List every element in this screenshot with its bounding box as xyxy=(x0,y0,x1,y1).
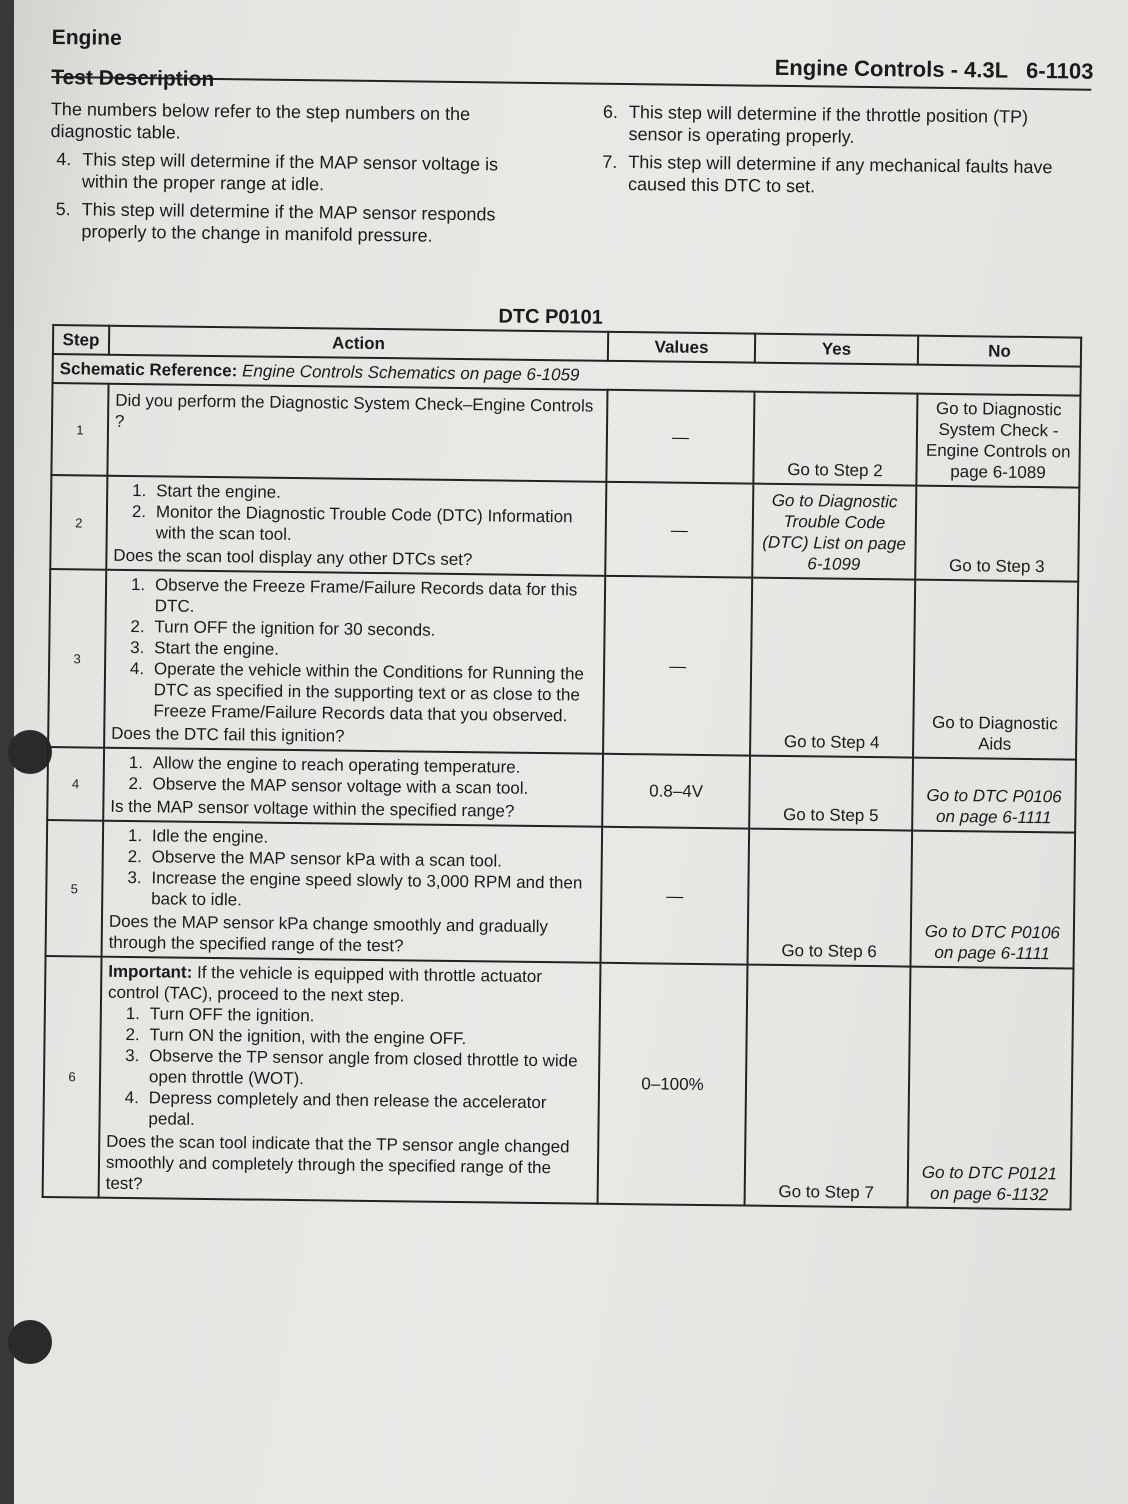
yes-cell: Go to Diagnostic Trouble Code (DTC) List on page 6-1099 xyxy=(752,484,916,580)
list-item: 2. Monitor the Diagnostic Trouble Code (DTC) Information with the scan tool. xyxy=(131,502,573,544)
list-item: 7. This step will determine if any mechanical faults have caused this DTC to set. xyxy=(602,151,1053,197)
yes-cell: Go to Step 2 xyxy=(753,392,917,486)
action-steps xyxy=(110,752,596,800)
step-number: 4 xyxy=(47,747,104,821)
action-steps xyxy=(114,480,600,549)
list-item: 3. Increase the engine speed slowly to 3,000 RPM and then back to idle. xyxy=(127,867,583,910)
list-item: 2. Turn OFF the ignition for 30 seconds. xyxy=(130,617,436,640)
list-item: 5. This step will determine if the MAP sensor responds properly to the change in manifold pressure. xyxy=(55,199,496,246)
column-header-action: Action xyxy=(109,326,608,361)
column-header-no: No xyxy=(918,336,1081,367)
step-number: 5 xyxy=(46,820,104,957)
page-header xyxy=(757,55,1094,85)
values-cell: — xyxy=(603,576,752,756)
values-cell: 0–100% xyxy=(598,963,748,1206)
list-item: 1. Idle the engine. xyxy=(127,825,269,847)
yes-cell: Go to Step 5 xyxy=(749,756,913,831)
important-note: Important: If the vehicle is equipped with throttle actuator control (TAC), proceed to the next step. xyxy=(107,961,543,1006)
schematic-reference: Schematic Reference: Engine Controls Schematics on page 6-1059 xyxy=(53,354,1081,396)
table-row xyxy=(51,383,1080,488)
table-title: DTC P0101 xyxy=(498,305,604,329)
step-number: 2 xyxy=(50,475,107,570)
column-header-yes: Yes xyxy=(755,334,918,365)
list-item: 1. Start the engine. xyxy=(132,481,282,502)
yes-cell: Go to Step 6 xyxy=(747,829,912,967)
action-steps xyxy=(111,574,598,727)
action-steps xyxy=(109,825,595,915)
list-item: 2. Observe the MAP sensor kPa with a scan tool. xyxy=(127,846,503,871)
list-item: 4. Depress completely and then release the accelerator pedal. xyxy=(124,1087,547,1129)
page-number: 6-1103 xyxy=(1025,57,1094,84)
values-cell: — xyxy=(605,482,753,578)
action-question: Does the scan tool indicate that the TP sensor angle changed smoothly and completely through the specified range of the test? xyxy=(105,1131,570,1194)
step-number: 3 xyxy=(48,569,106,748)
no-cell: Go to DTC P0106 on page 6-1111 xyxy=(910,831,1075,969)
no-cell: Go to DTC P0121 on page 6-1132 xyxy=(907,967,1073,1210)
column-header-values: Values xyxy=(608,332,755,363)
values-cell: 0.8–4V xyxy=(602,754,750,829)
table-row xyxy=(50,475,1079,582)
list-item: 1. Turn OFF the ignition. xyxy=(125,1003,315,1026)
action-cell xyxy=(107,384,607,482)
table-row xyxy=(43,956,1074,1210)
list-item: 4. This step will determine if the MAP sensor voltage is within the proper range at idle. xyxy=(56,149,499,195)
yes-cell: Go to Step 7 xyxy=(744,965,910,1208)
test-description-list-left xyxy=(55,148,536,254)
binder-hole xyxy=(8,1320,52,1364)
action-question: Is the MAP sensor voltage within the specified range? xyxy=(110,796,515,821)
test-description-list-right xyxy=(602,101,1083,207)
action-cell xyxy=(99,957,601,1204)
table-row xyxy=(46,820,1076,969)
no-cell: Go to Diagnostic System Check - Engine Controls on page 6-1089 xyxy=(916,394,1080,488)
subsection-title: Engine Controls - 4.3L xyxy=(774,54,1009,83)
values-cell: — xyxy=(601,827,750,965)
list-item: 1. Allow the engine to reach operating temperature. xyxy=(128,752,521,777)
page-content xyxy=(50,18,1102,1205)
list-item: 1. Observe the Freeze Frame/Failure Records data for this DTC. xyxy=(130,575,578,616)
action-question: Did you perform the Diagnostic System Check–Engine Controls ? xyxy=(114,390,594,431)
table-row xyxy=(47,747,1076,833)
action-cell xyxy=(101,821,602,963)
list-item: 3. Observe the TP sensor angle from closed throttle to wide open throttle (WOT). xyxy=(125,1045,578,1089)
list-item: 2. Observe the MAP sensor voltage with a scan tool. xyxy=(128,773,529,798)
section-title: Engine xyxy=(51,25,122,50)
list-item: 4. Operate the vehicle within the Conditions for Running the DTC as specified in the supporting text or as close to the Freeze Frame/Failure Records data that you observed. xyxy=(129,659,585,726)
list-item: 6. This step will determine if the throttle position (TP) sensor is operating properly. xyxy=(602,101,1029,147)
column-header-step: Step xyxy=(53,325,109,355)
action-steps xyxy=(106,1003,593,1135)
no-cell: Go to Diagnostic Aids xyxy=(913,580,1078,760)
table-row xyxy=(48,569,1078,760)
no-cell: Go to DTC P0106 on page 6-1111 xyxy=(912,758,1076,833)
values-cell: — xyxy=(606,390,754,484)
action-cell xyxy=(106,476,606,576)
action-question: Does the scan tool display any other DTCs set? xyxy=(113,545,473,570)
action-question: Does the DTC fail this ignition? xyxy=(111,723,345,746)
test-description-intro: The numbers below refer to the step numbers on the diagnostic table. xyxy=(50,98,471,143)
document-page xyxy=(14,0,1128,1504)
step-number: 1 xyxy=(51,383,108,476)
binder-hole xyxy=(8,730,52,774)
list-item: 3. Start the engine. xyxy=(130,638,280,659)
action-cell xyxy=(104,570,605,754)
no-cell: Go to Step 3 xyxy=(915,486,1079,582)
list-item: 2. Turn ON the ignition, with the engine OFF. xyxy=(125,1024,467,1049)
test-description-title: Test Description xyxy=(51,65,215,91)
diagnostic-table xyxy=(42,324,1083,1211)
yes-cell: Go to Step 4 xyxy=(750,578,915,758)
action-question: Does the MAP sensor kPa change smoothly and gradually through the specified range of the test? xyxy=(108,911,549,956)
action-cell xyxy=(103,748,603,827)
step-number: 6 xyxy=(43,956,102,1198)
